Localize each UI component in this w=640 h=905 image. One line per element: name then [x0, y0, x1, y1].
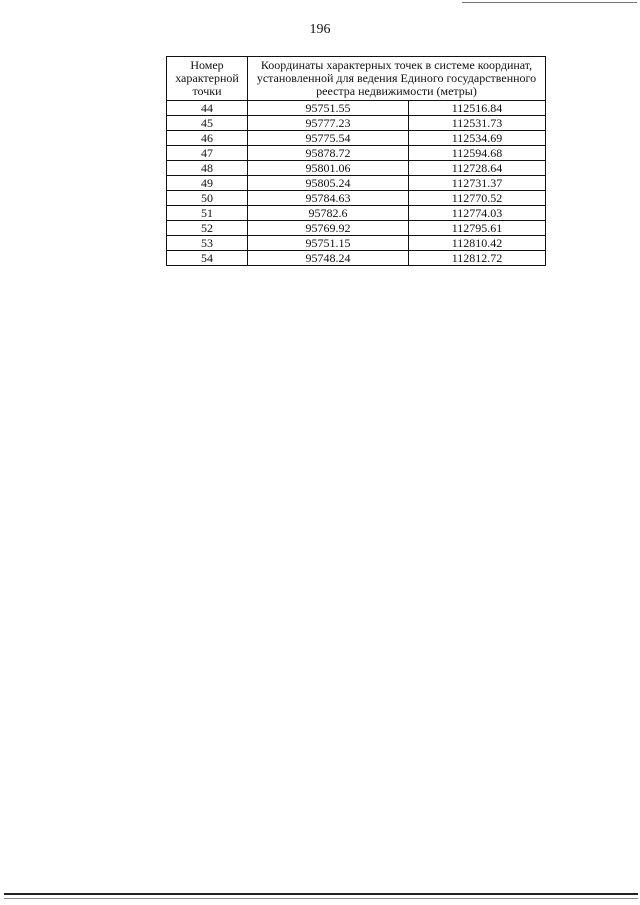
table-row — [167, 176, 546, 191]
cell-coordinate-y: 112516.84 — [409, 101, 546, 116]
cell-coordinate-y: 112770.52 — [409, 191, 546, 206]
table-header-row — [167, 57, 546, 101]
table-row — [167, 161, 546, 176]
cell-coordinate-y: 112531.73 — [409, 116, 546, 131]
bottom-edge-rule — [4, 893, 638, 895]
bottom-edge-rule-thin — [4, 898, 638, 899]
coordinates-table — [166, 56, 546, 266]
cell-coordinate-y: 112795.61 — [409, 221, 546, 236]
table-row — [167, 206, 546, 221]
table-row — [167, 101, 546, 116]
cell-point-number: 45 — [167, 116, 248, 131]
cell-coordinate-x: 95751.15 — [248, 236, 409, 251]
cell-coordinate-y: 112774.03 — [409, 206, 546, 221]
top-edge-rule — [462, 2, 637, 3]
cell-coordinate-x: 95784.63 — [248, 191, 409, 206]
cell-coordinate-x: 95751.55 — [248, 101, 409, 116]
cell-coordinate-x: 95782.6 — [248, 206, 409, 221]
cell-point-number: 50 — [167, 191, 248, 206]
cell-coordinate-x: 95777.23 — [248, 116, 409, 131]
cell-coordinate-y: 112728.64 — [409, 161, 546, 176]
cell-coordinate-y: 112594.68 — [409, 146, 546, 161]
cell-point-number: 47 — [167, 146, 248, 161]
cell-coordinate-y: 112812.72 — [409, 251, 546, 266]
page-number: 196 — [309, 22, 331, 37]
cell-coordinate-x: 95805.24 — [248, 176, 409, 191]
cell-point-number: 49 — [167, 176, 248, 191]
cell-coordinate-y: 112534.69 — [409, 131, 546, 146]
header-point-number: Номер характерной точки — [167, 57, 248, 101]
table-row — [167, 116, 546, 131]
table-row — [167, 146, 546, 161]
cell-point-number: 44 — [167, 101, 248, 116]
cell-point-number: 53 — [167, 236, 248, 251]
cell-coordinate-x: 95769.92 — [248, 221, 409, 236]
cell-coordinate-y: 112731.37 — [409, 176, 546, 191]
cell-point-number: 52 — [167, 221, 248, 236]
cell-coordinate-x: 95801.06 — [248, 161, 409, 176]
cell-coordinate-x: 95748.24 — [248, 251, 409, 266]
table-row — [167, 236, 546, 251]
table-body — [167, 101, 546, 266]
table-row — [167, 131, 546, 146]
cell-coordinate-x: 95775.54 — [248, 131, 409, 146]
cell-point-number: 46 — [167, 131, 248, 146]
table-row — [167, 191, 546, 206]
cell-point-number: 51 — [167, 206, 248, 221]
table-row — [167, 251, 546, 266]
cell-point-number: 54 — [167, 251, 248, 266]
cell-coordinate-y: 112810.42 — [409, 236, 546, 251]
table-row — [167, 221, 546, 236]
cell-coordinate-x: 95878.72 — [248, 146, 409, 161]
header-coordinates: Координаты характерных точек в системе координат, установленной для ведения Единого государственного реестра недвижимости (метры) — [248, 57, 546, 101]
cell-point-number: 48 — [167, 161, 248, 176]
